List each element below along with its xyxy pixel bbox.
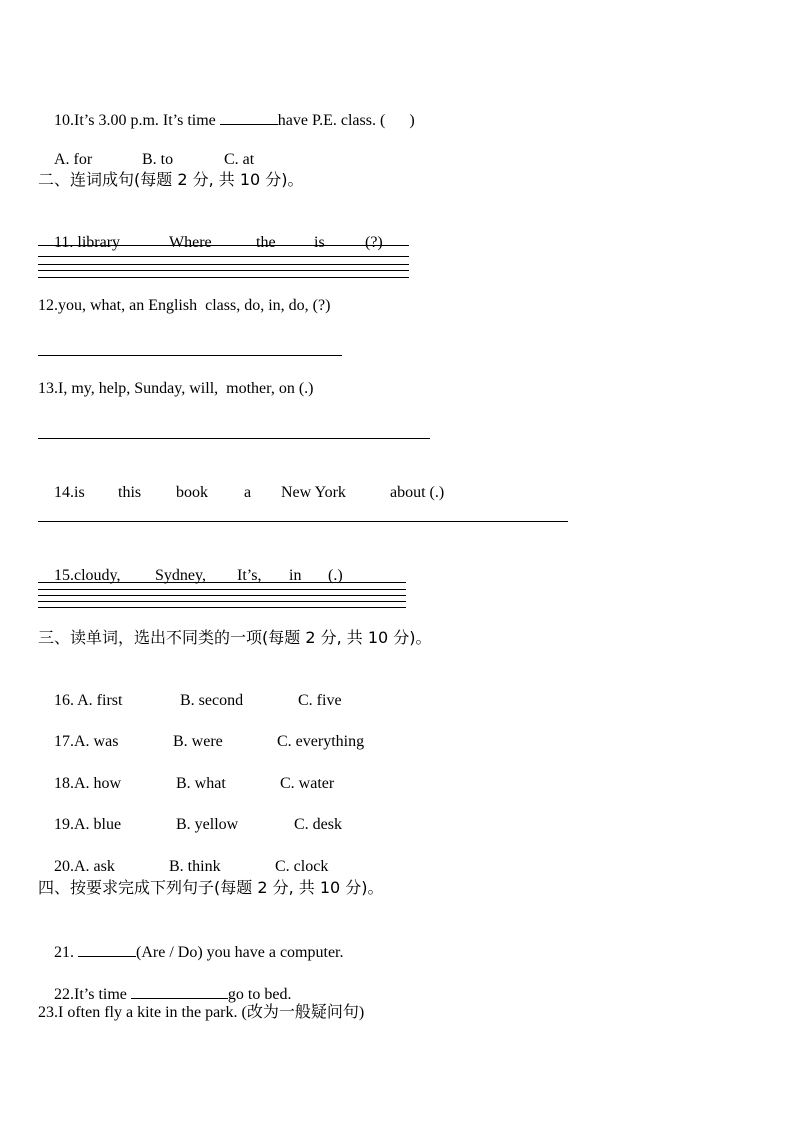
option-b: B. second [180, 692, 244, 709]
word: is [314, 234, 325, 251]
option-a: 20.A. ask [54, 858, 115, 875]
word: New York [281, 484, 346, 501]
answer-line [38, 256, 409, 257]
word: book [176, 484, 208, 501]
option-c: C. desk [294, 816, 342, 833]
word: the [256, 234, 276, 251]
word: Sydney, [155, 567, 206, 584]
answer-blank[interactable] [131, 982, 228, 999]
word: about (.) [390, 484, 445, 501]
question-15 [38, 546, 343, 606]
answer-line [38, 607, 406, 608]
option-c: C. five [298, 692, 342, 709]
answer-blank[interactable] [220, 108, 278, 125]
answer-line [38, 270, 409, 271]
word: Where [169, 234, 212, 251]
word: in [289, 567, 302, 584]
section-4-heading: 四、按要求完成下列句子(每题 2 分, 共 10 分)。 [38, 878, 384, 897]
question-23: 23.I often fly a kite in the park. (改为一般疑问句) [38, 1004, 365, 1021]
answer-line [38, 277, 409, 278]
word: 15.cloudy, [54, 567, 121, 584]
answer-line[interactable] [38, 355, 342, 356]
option-b: B. yellow [176, 816, 239, 833]
word: 11. library [54, 234, 121, 251]
option-a: 18.A. how [54, 775, 122, 792]
question-22-text: 22.It’s time [54, 986, 131, 1003]
option-a: 16. A. first [54, 692, 123, 709]
option-b: B. were [173, 733, 223, 750]
word: (?) [365, 234, 383, 251]
section-3-heading: 三、读单词，选出不同类的一项(每题 2 分, 共 10 分)。 [38, 628, 432, 647]
answer-line [38, 264, 409, 265]
question-21-number: 21. [54, 944, 78, 961]
option-c: C. water [280, 775, 335, 792]
section-2-heading: 二、连词成句(每题 2 分, 共 10 分)。 [38, 170, 304, 189]
answer-line[interactable] [38, 438, 430, 439]
option-b: B. what [176, 775, 226, 792]
question-22-end: go to bed. [227, 986, 292, 1003]
option-b: B. to [142, 151, 174, 168]
question-21-text: (Are / Do) you have a computer. [136, 944, 344, 961]
answer-line[interactable] [38, 245, 409, 246]
answer-line[interactable] [38, 521, 568, 522]
option-a: 17.A. was [54, 733, 119, 750]
option-a: 19.A. blue [54, 816, 122, 833]
word: It’s, [237, 567, 262, 584]
option-b: B. think [169, 858, 221, 875]
option-c: C. at [224, 151, 255, 168]
option-c: C. everything [277, 733, 365, 750]
option-a: A. for [54, 151, 93, 168]
question-10-text-b: have P.E. class. ( ) [277, 112, 415, 129]
question-12: 12.you, what, an English class, do, in, do, (?) [38, 297, 331, 314]
answer-line [38, 601, 406, 602]
answer-line[interactable] [38, 582, 406, 583]
word: this [118, 484, 142, 501]
question-13: 13.I, my, help, Sunday, will, mother, on (.) [38, 380, 314, 397]
word: a [244, 484, 252, 501]
question-14 [38, 463, 444, 523]
answer-line [38, 589, 406, 590]
answer-blank[interactable] [78, 940, 136, 957]
option-c: C. clock [275, 858, 329, 875]
word: (.) [328, 567, 343, 584]
answer-line [38, 595, 406, 596]
word: 14.is [54, 484, 85, 501]
question-10-text-a: 10.It’s 3.00 p.m. It’s time [54, 112, 220, 129]
